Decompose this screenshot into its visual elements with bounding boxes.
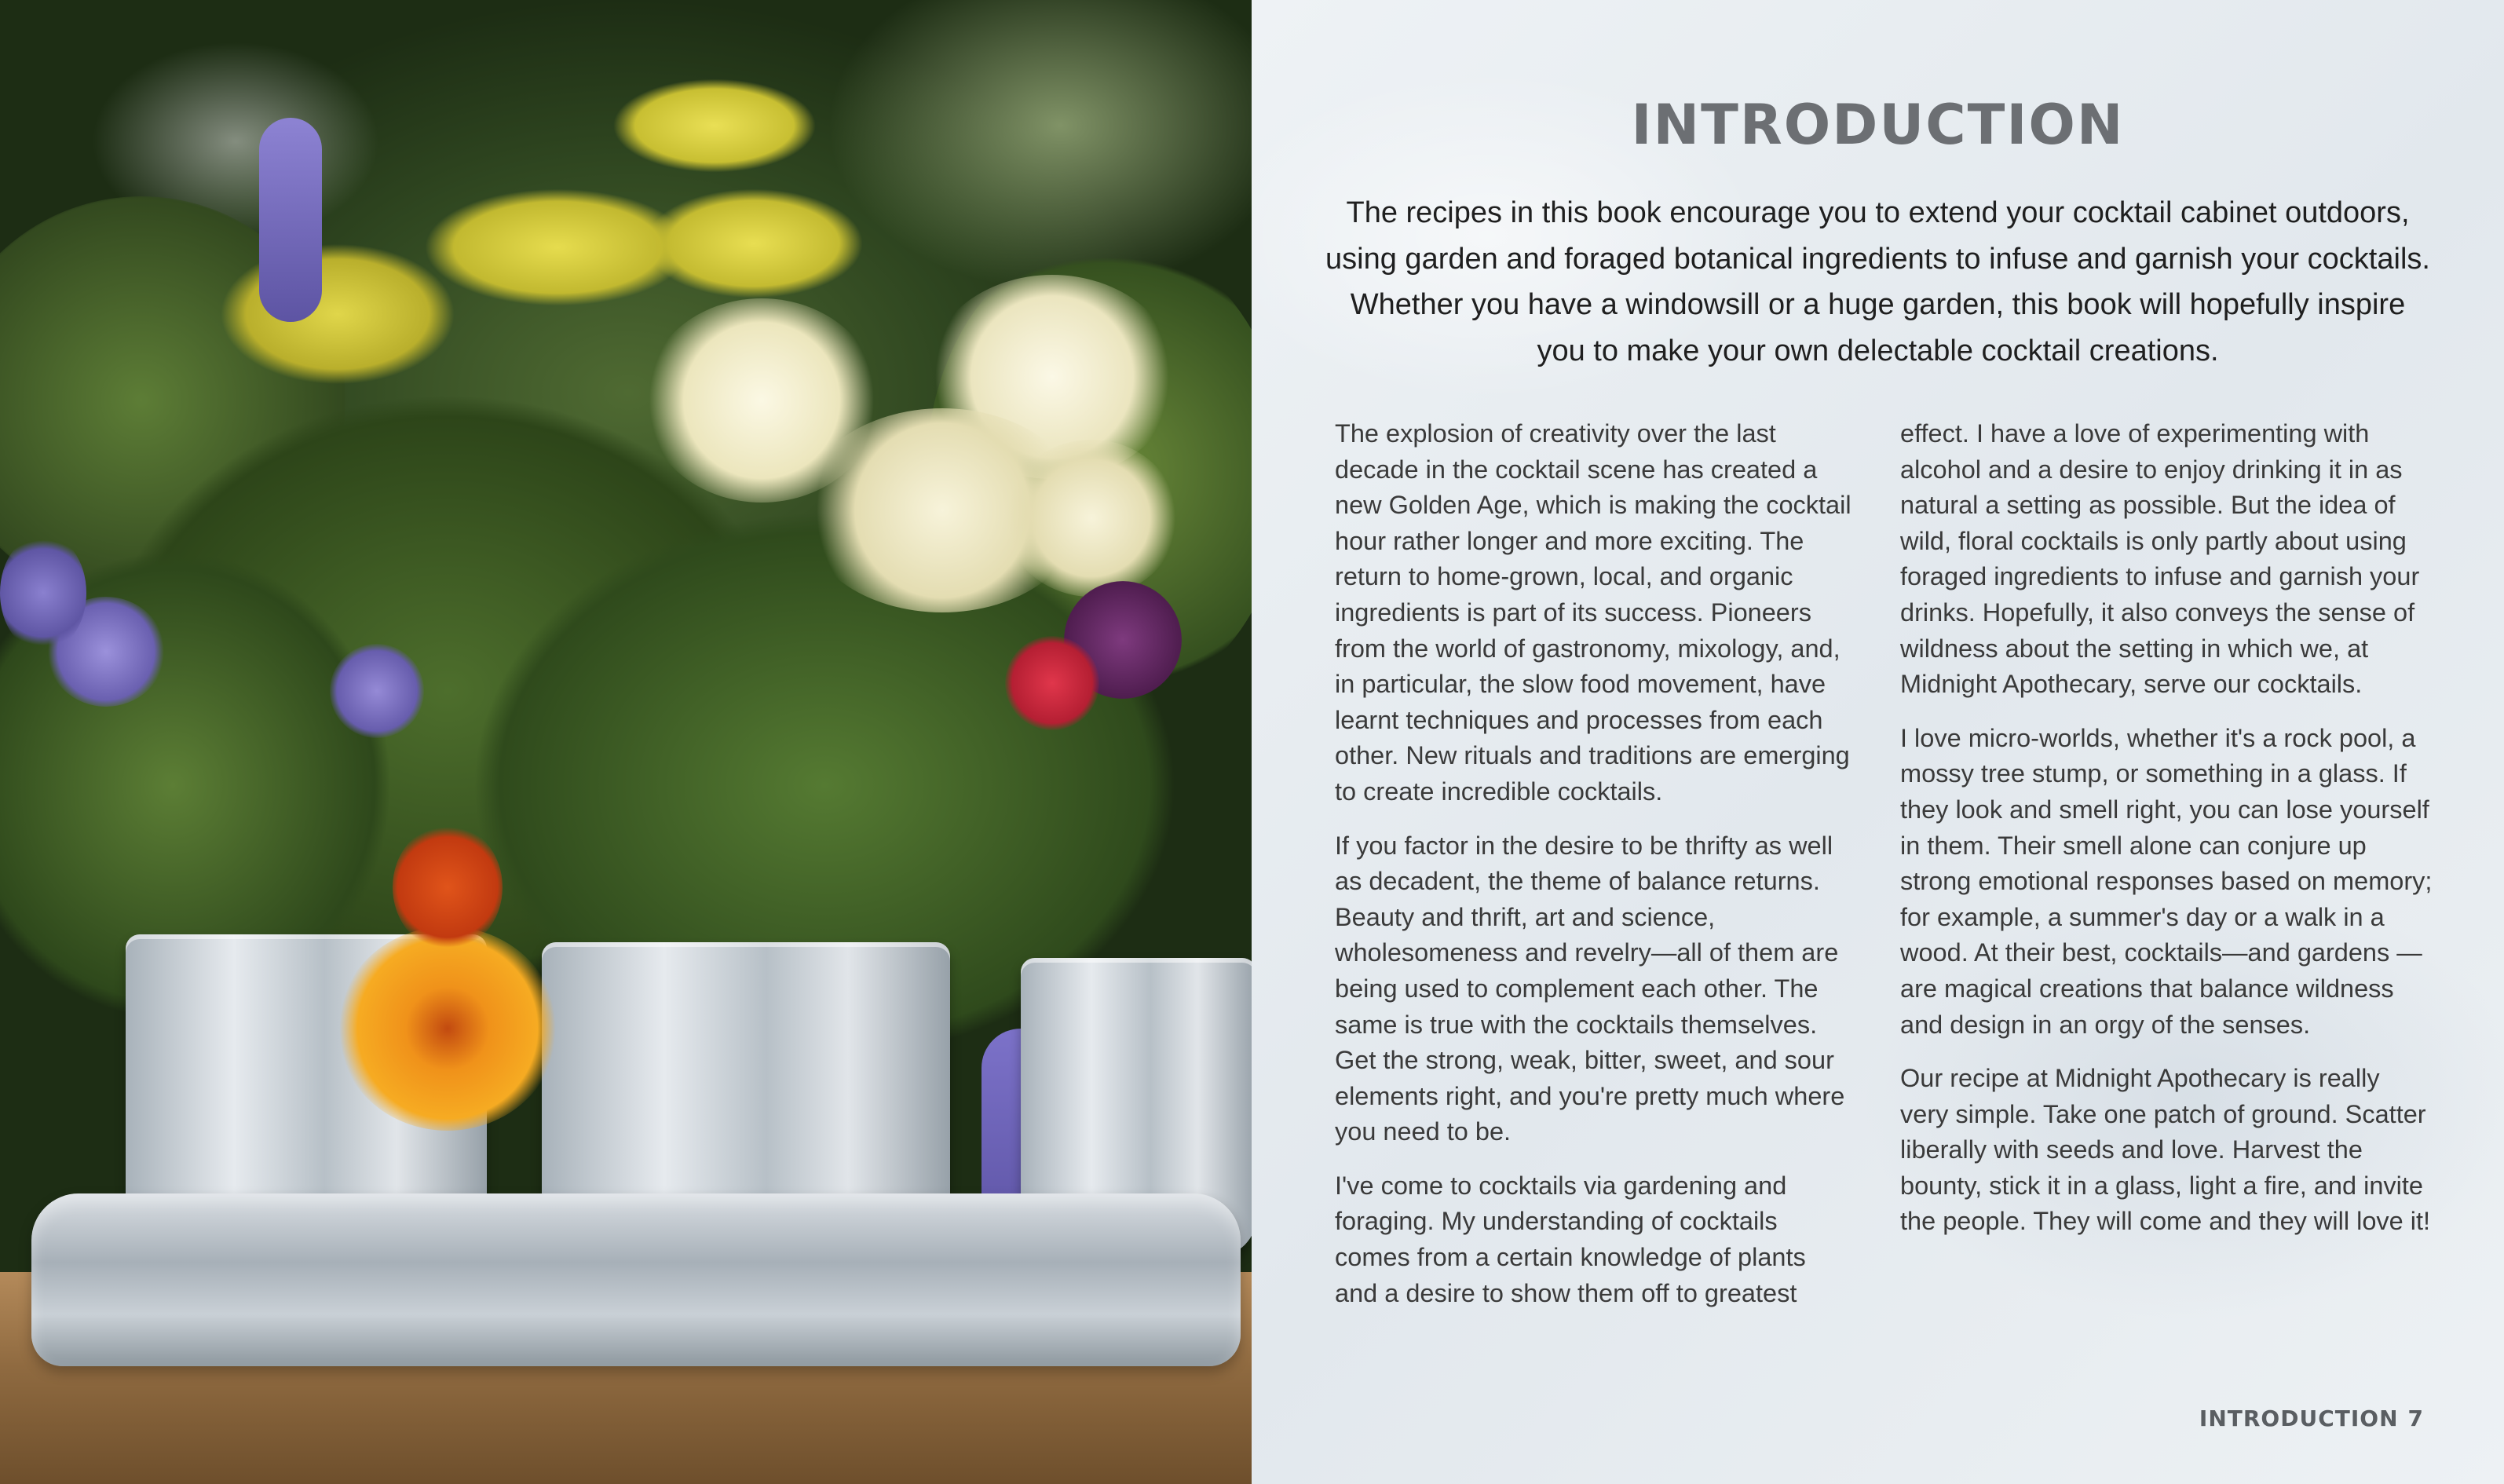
fennel-flower	[612, 79, 817, 173]
lavender-flower	[330, 644, 424, 738]
right-text-column	[1900, 416, 2434, 1258]
nasturtium-flower	[393, 824, 503, 950]
fennel-flower	[644, 188, 864, 298]
body-paragraph: I've come to cocktails via gardening and foraging. My understanding of cocktails comes from a certain knowledge of plants and a desire to show them off to greatest	[1335, 1171, 1806, 1307]
body-paragraph: The explosion of creativity over the last decade in the cocktail scene has created a new Golden Age, which is making the cocktail hour rather longer and more exciting. The return to home-grown, local, and organic ingredients is part of its success. Pioneers from the world of gastronomy, mixology, and, in particular, the slow food movement, have learnt techniques and processes from each other. New rituals and traditions are emerging to create incredible cocktails.	[1335, 419, 1851, 806]
red-flower	[1005, 636, 1099, 730]
page-title: INTRODUCTION	[1631, 93, 2125, 157]
page-number: 7	[2407, 1405, 2424, 1431]
galvanized-tray	[31, 1193, 1241, 1366]
nasturtium-flower	[338, 927, 557, 1131]
page-folio	[2199, 1405, 2424, 1431]
body-paragraph: effect. I have a love of experimenting with alcohol and a desire to enjoy drinking it in as natural a setting as possible. But the idea of wild, floral cocktails is only partly about using foraged ingredients to infuse and garnish your drinks. Hopefully, it also conveys the sense of wildness about the setting in which we, at Midnight Apothecary, serve our cocktails.	[1900, 419, 2420, 699]
left-text-column	[1335, 416, 1853, 1329]
lead-paragraph: The recipes in this book encourage you to extend your cocktail cabinet outdoors, using garden and foraged botanical ingredients to infuse and garnish your cocktails. Whether you have a windowsill or a huge garden, this book will hopefully inspire you to make your own delectable cocktail creations.	[1325, 196, 2430, 367]
lavender-flower	[0, 534, 86, 652]
body-paragraph: I love micro-worlds, whether it's a rock pool, a mossy tree stump, or something in a glass. If they look and smell right, you can lose yourself in them. Their smell alone can conjure up strong emotional responses based on memory; for example, a summer's day or a walk in a wood. At their best, cocktails—and gardens —are magical creations that balance wildness and design in an orgy of the senses.	[1900, 723, 2433, 1039]
lavender-flower	[259, 118, 322, 322]
body-paragraph: Our recipe at Midnight Apothecary is really very simple. Take one patch of ground. Scatter liberally with seeds and love. Harvest the bounty, stick it in a glass, light a fire, and invite the people. They will come and they will love it!	[1900, 1064, 2431, 1236]
meadowsweet-flower	[1005, 440, 1178, 597]
running-footer-label: INTRODUCTION	[2199, 1405, 2399, 1431]
body-paragraph: If you factor in the desire to be thrifty as well as decadent, the theme of balance returns. Beauty and thrift, art and science, wholesomeness and revelry—all of them are being used to complement each other. The same is true with the cocktails themselves. Get the strong, weak, bitter, sweet, and sour elements right, and you're pretty much where you need to be.	[1335, 831, 1845, 1146]
text-page	[1252, 0, 2504, 1484]
fennel-flower	[220, 243, 455, 385]
